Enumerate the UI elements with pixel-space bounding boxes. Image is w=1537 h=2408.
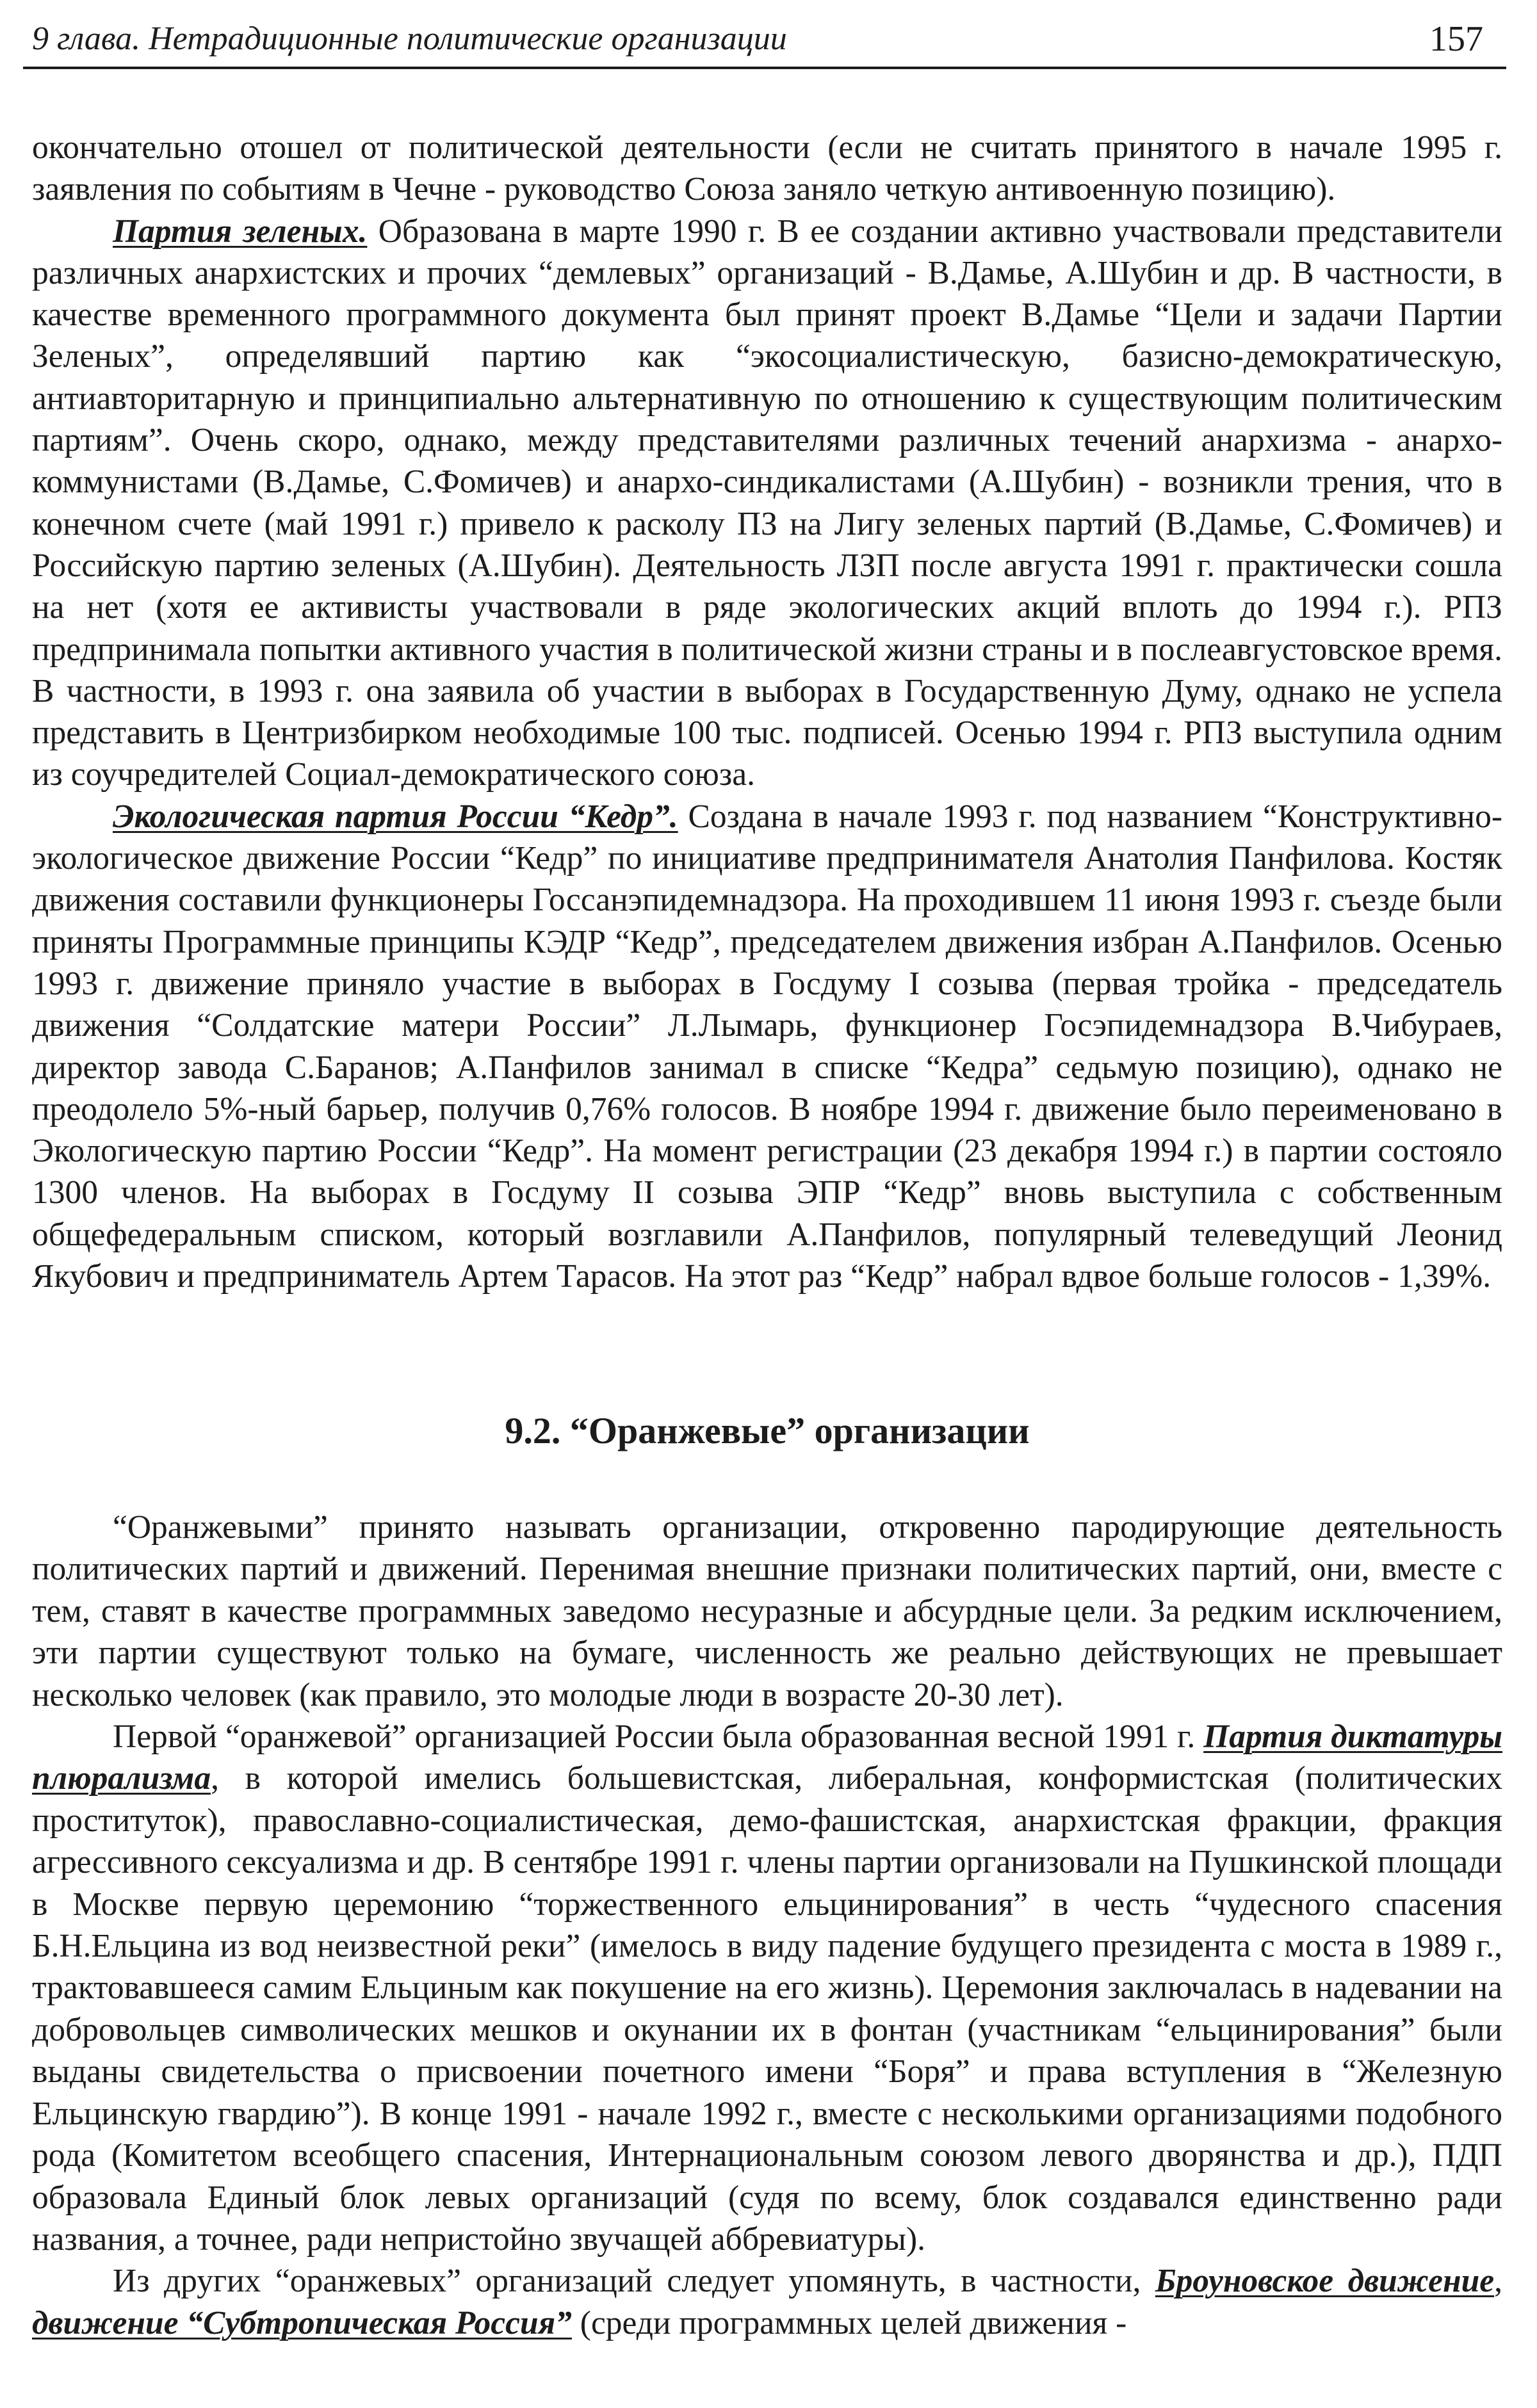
kedr-party-name: Экологическая партия России “Кедр”. [113, 798, 678, 835]
pdp-text-after: , в которой имелись большевистская, либеральная, конформистская (политических проституток), православно-социалистическая, демо-фашистская, анархистская фракции, фракция агрессивного сексуализма и др. В сентябре 1991 г. члены партии организовали на Пушкинской площади в Москве первую церемонию “торжественного ельцинирования” в честь “чудесного спасения Б.Н.Ельцина из вод неизвестной реки” (имелось в виду падение будущего президента с моста в 1989 г., трактовавшееся самим Ельциным как покушение на его жизнь). Церемония заключалась в надевании на добровольцев символических мешков и окунании их в фонтан (участникам “ельцинирования” были выданы свидетельства о присвоении почетного имени “Боря” и права вступления в “Железную Ельцинскую гвардию”). В конце 1991 - начале 1992 г., вместе с несколькими организациями подобного рода (Комитетом всеобщего спасения, Интернациональным союзом левого дворянства и др.), ПДП образовала Единый блок левых организаций (судя по всему, блок создавался единственно ради названия, а точнее, ради непристойно звучащей аббревиатуры). [32, 1760, 1502, 2258]
page-number: 157 [1429, 19, 1483, 59]
paragraph-orange-intro [32, 1507, 1502, 1716]
paragraph-pdp [32, 1716, 1502, 2260]
others-text-after: (среди программных целей движения - [571, 2304, 1127, 2341]
body-text-top [32, 127, 1502, 1297]
body-text-bottom [32, 1507, 1502, 2344]
chapter-title: 9 глава. Нетрадиционные политические организации [32, 20, 787, 57]
intro-text: окончательно отошел от политической деятельности (если не считать принятого в начале 1995 г. заявления по событиям в Чечне - руководство Союза заняло четкую антивоенную позицию). [32, 129, 1502, 208]
greens-party-name: Партия зеленых. [113, 213, 368, 250]
running-header [23, 14, 1506, 69]
kedr-text: Создана в начале 1993 г. под названием “Конструктивно-экологическое движение России “Кедр” по инициативе предпринимателя Анатолия Панфилова. Костяк движения составили функционеры Госсанэпидемнадзора. На проходившем 11 июня 1993 г. съезде были приняты Программные принципы КЭДР “Кедр”, председателем движения избран А.Панфилов. Осенью 1993 г. движение приняло участие в выборах в Госдуму I созыва (первая тройка - председатель движения “Солдатские матери России” Л.Лымарь, функционер Госэпидемнадзора В.Чибураев, директор завода С.Баранов; А.Панфилов занимал в списке “Кедра” седьмую позицию), однако не преодолело 5%-ный барьер, получив 0,76% голосов. В ноябре 1994 г. движение было переименовано в Экологическую партию России “Кедр”. На момент регистрации (23 декабря 1994 г.) в партии состояло 1300 членов. На выборах в Госдуму II созыва ЭПР “Кедр” вновь выступила с собственным общефедеральным списком, который возглавили А.Панфилов, популярный телеведущий Леонид Якубович и предприниматель Артем Тарасов. На этот раз “Кедр” набрал вдвое больше голосов - 1,39%. [32, 798, 1502, 1295]
pdp-text-before: Первой “оранжевой” организацией России была образованная весной 1991 г. [113, 1718, 1204, 1756]
paragraph-kedr [32, 796, 1502, 1298]
greens-text: Образована в марте 1990 г. В ее создании активно участвовали представители различных анархистских и прочих “демлевых” организаций - В.Дамье, А.Шубин и др. В частности, в качестве временного программного документа был принят проект В.Дамье “Цели и задачи Партии Зеленых”, определявший партию как “экосоциалистическую, базисно-демократическую, антиавторитарную и принципиально альтернативную по отношению к существующим политическим партиям”. Очень скоро, однако, между представителями различных течений анархизма - анархо-коммунистами (В.Дамье, С.Фомичев) и анархо-синдикалистами (А.Шубин) - возникли трения, что в конечном счете (май 1991 г.) привело к расколу ПЗ на Лигу зеленых партий (В.Дамье, С.Фомичев) и Российскую партию зеленых (А.Шубин). Деятельность ЛЗП после августа 1991 г. практически сошла на нет (хотя ее активисты участвовали в ряде экологических акций вплоть до 1994 г.). РПЗ предпринимала попытки активного участия в политической жизни страны и в послеавгустовское время. В частности, в 1993 г. она заявила об участии в выборах в Государственную Думу, однако не успела представить в Центризбирком необходимые 100 тыс. подписей. Осенью 1994 г. РПЗ выступила одним из соучредителей Социал-демократического союза. [32, 213, 1503, 793]
paragraph-others [32, 2260, 1502, 2344]
section-heading: 9.2. “Оранжевые” организации [505, 1410, 1030, 1451]
paragraph-greens [32, 211, 1502, 796]
paragraph-intro [32, 127, 1502, 211]
orange-intro-text: “Оранжевыми” принято называть организации, откровенно пародирующие деятельность политических партий и движений. Перенимая внешние признаки политических партий, они, вместе с тем, ставят в качестве программных заведомо несуразные и абсурдные цели. За редким исключением, эти партии существуют только на бумаге, численность же реально действующих не превышает несколько человек (как правило, это молодые люди в возрасте 20-30 лет). [32, 1509, 1502, 1713]
subtropical-russia-name: движение “Субтропическая Россия” [32, 2304, 572, 2341]
brownian-movement-name: Броуновское движение [1155, 2263, 1495, 2300]
pdp-party-name: Партия диктатуры плюрализма [32, 1718, 1503, 1797]
others-separator: , [1494, 2263, 1502, 2300]
others-text-before: Из других “оранжевых” организаций следует упомянуть, в частности, [113, 2263, 1155, 2300]
